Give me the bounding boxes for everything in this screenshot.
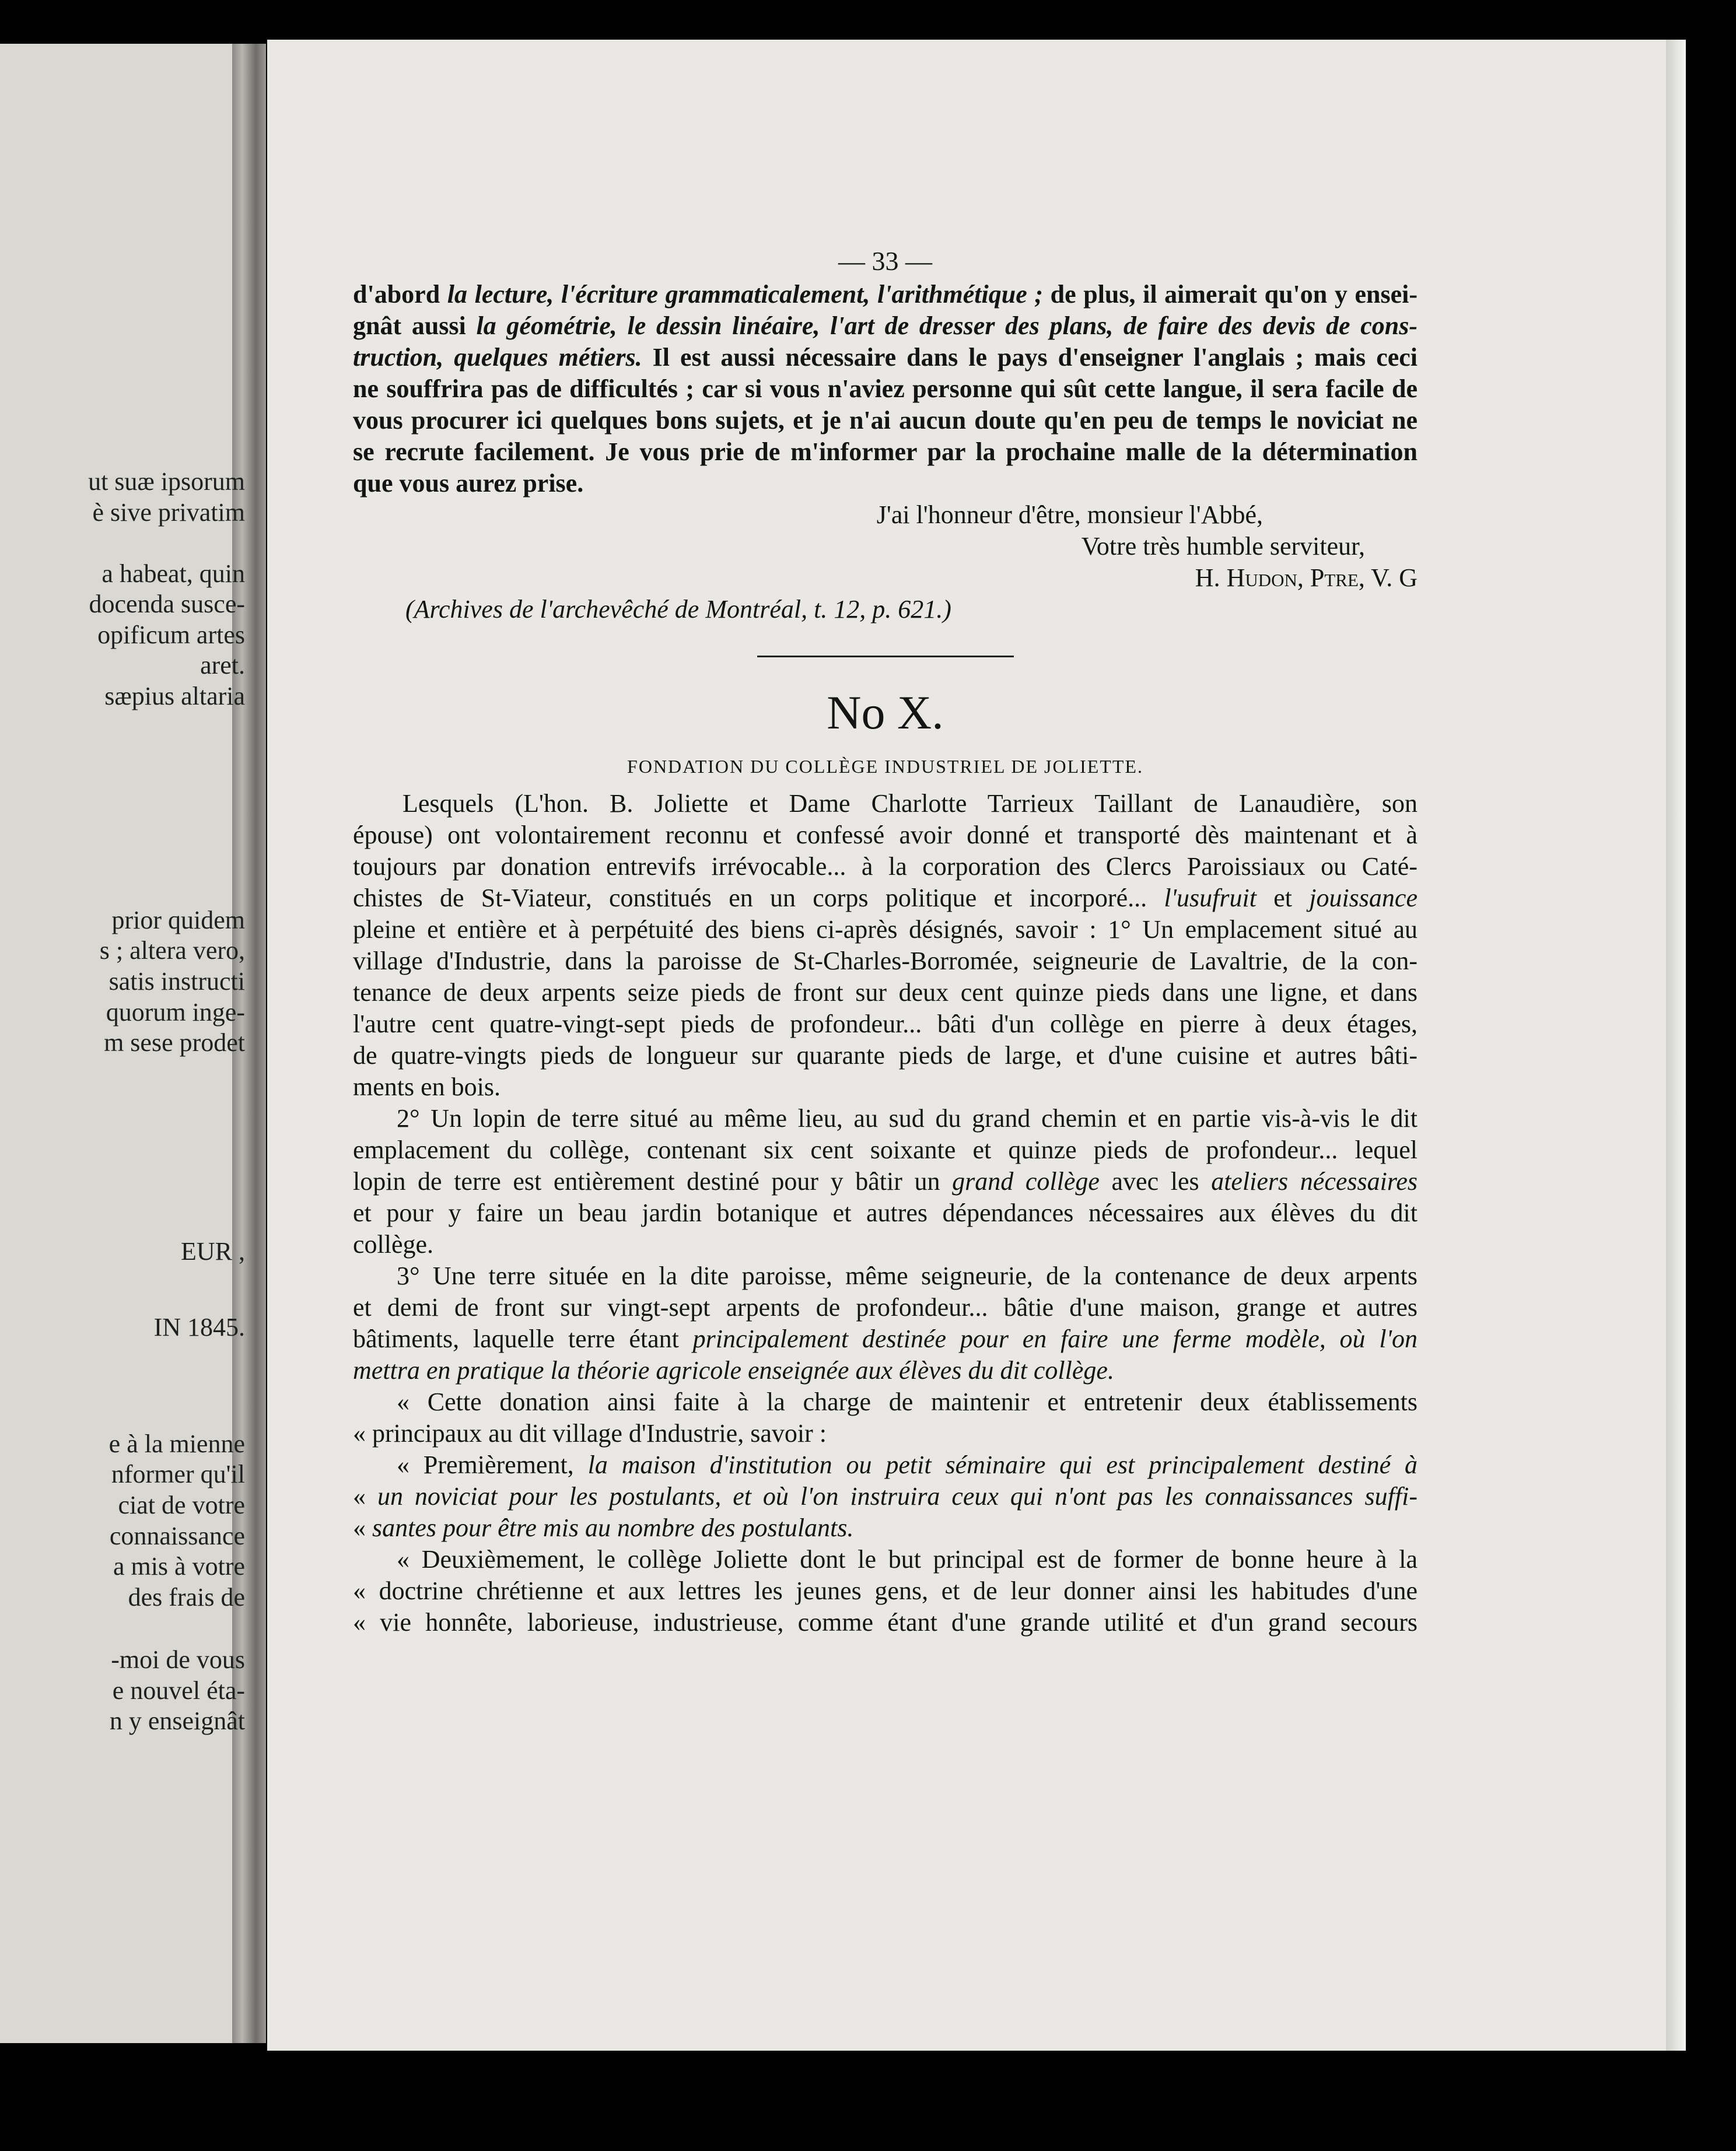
left-page-line: nformer qu'il (111, 1460, 245, 1488)
text-run: toujours par donation entrevifs irrévocable... à la corporation des Clercs Paroissiaux ou Caté- (353, 852, 1418, 881)
left-page-line: è sive privatim (92, 498, 245, 527)
left-page-line: EUR , (181, 1237, 245, 1266)
text-run: 2° Un lopin de terre situé au même lieu, au sud du grand chemin et en partie vis-à-vis le dit (397, 1104, 1418, 1133)
deed-line (353, 1418, 1418, 1449)
deed-line (353, 1166, 1418, 1197)
left-page-line: connaissance (109, 1522, 245, 1550)
left-page-line: opificum artes (97, 621, 245, 649)
text-run: ments en bois. (353, 1073, 501, 1101)
deed-line (353, 851, 1418, 882)
left-page-line: a habeat, quin (102, 559, 245, 588)
text-run: se recrute facilement. Je vous prie de m'informer par la prochaine malle de la détermination (353, 437, 1418, 466)
left-page-line: a mis à votre (113, 1552, 245, 1581)
deed-line (353, 1103, 1418, 1134)
italic-run: principalement destinée pour en faire une ferme modèle, où l'on (692, 1325, 1418, 1353)
deed-text (353, 788, 1418, 1638)
letter-line (353, 373, 1418, 405)
left-page-line: satis instructi (108, 967, 245, 996)
letter-line (353, 342, 1418, 373)
deed-line (353, 1229, 1418, 1260)
deed-line (353, 1481, 1418, 1512)
italic-run: la lecture, l'écriture grammaticalement, l'arithmétique ; (447, 280, 1043, 309)
text-run: Il est aussi nécessaire dans le pays d'enseigner l'anglais ; mais ceci (642, 343, 1418, 372)
text-run: « Premièrement, (397, 1451, 588, 1479)
left-page-line: ut suæ ipsorum (88, 467, 245, 496)
text-run: bâtiments, laquelle terre étant (353, 1325, 693, 1353)
italic-run: truction, quelques métiers. (353, 343, 642, 372)
italic-run: jouissance (1309, 884, 1418, 912)
text-run: que vous aurez prise. (353, 469, 584, 498)
deed-line (353, 1449, 1418, 1481)
text-run: de plus, il aimerait qu'on y ensei- (1043, 280, 1418, 309)
left-page-line: n y enseignât (109, 1707, 245, 1735)
archive-reference (353, 594, 1418, 625)
deed-line (353, 914, 1418, 945)
text-run: d'abord (353, 280, 447, 309)
text-run: ne souffrira pas de difficultés ; car si vous n'aviez personne qui sût cette langue, il sera facile de (353, 374, 1418, 403)
text-run: emplacement du collège, contenant six cent soixante et quinze pieds de profondeur... lequel (353, 1136, 1418, 1164)
deed-line (353, 882, 1418, 914)
italic-run: la maison d'institution ou petit séminaire qui est principalement destiné à (587, 1451, 1418, 1479)
section-heading: FONDATION DU COLLÈGE INDUSTRIEL DE JOLIETTE. (627, 756, 1143, 777)
text-run: 3° Une terre située en la dite paroisse, même seigneurie, de la contenance de deux arpents (397, 1262, 1418, 1290)
signature-text: H. Hudon, Ptre, V. G (1195, 563, 1418, 592)
text-run: tenance de deux arpents seize pieds de front sur deux cent quinze pieds dans une ligne, et dans (353, 978, 1418, 1007)
deed-line (353, 1134, 1418, 1166)
left-page-line: IN 1845. (153, 1313, 245, 1341)
deed-line (353, 788, 1418, 819)
text-run: et pour y faire un beau jardin botanique et autres dépendances nécessaires aux élèves du dit (353, 1199, 1418, 1227)
text-run: et demi de front sur vingt-sept arpents de profondeur... bâtie d'une maison, grange et autres (353, 1293, 1418, 1322)
text-run: collège. (353, 1230, 434, 1259)
italic-run: la géométrie, le dessin linéaire, l'art de dresser des plans, de faire des devis de cons- (476, 311, 1418, 340)
deed-line (353, 1575, 1418, 1607)
text-run: « (353, 1482, 377, 1511)
italic-run: grand collège (952, 1167, 1100, 1196)
text-run: « Deuxièmement, le collège Joliette dont le but principal est de former de bonne heure à la (397, 1545, 1418, 1574)
letter-line (353, 405, 1418, 436)
left-page-line: docenda susce- (89, 590, 245, 618)
text-run: vous procurer ici quelques bons sujets, et je n'ai aucun doute qu'en peu de temps le noviciat ne (353, 406, 1418, 435)
letter-line (353, 436, 1418, 468)
deed-line (353, 1544, 1418, 1575)
deed-line (353, 1008, 1418, 1040)
left-page-line: -moi de vous (111, 1645, 245, 1674)
text-run: lopin de terre est entièrement destiné pour y bâtir un (353, 1167, 953, 1196)
archive-reference-text: (Archives de l'archevêché de Montréal, t. 12, p. 621.) (405, 595, 951, 623)
deed-line (353, 1260, 1418, 1292)
deed-line (353, 977, 1418, 1008)
italic-run: l'usufruit (1164, 884, 1256, 912)
section-title: No X. (827, 686, 944, 739)
text-run: épouse) ont volontairement reconnu et confessé avoir donné et transporté dès maintenant et à (353, 821, 1418, 849)
page-number: — 33 — (838, 246, 932, 276)
left-page-line: des frais de (128, 1583, 245, 1612)
left-page-line: s ; altera vero, (99, 936, 245, 965)
italic-run: mettra en pratique la théorie agricole enseignée aux élèves du dit collège. (353, 1356, 1114, 1385)
deed-line (353, 1607, 1418, 1638)
text-run: « vie honnête, laborieuse, industrieuse, comme étant d'une grande utilité et d'un grand secours (353, 1608, 1418, 1637)
letter-line (353, 310, 1418, 342)
left-page-line: quorum inge- (106, 998, 245, 1027)
left-page-line: m sese prodet (104, 1028, 245, 1057)
deed-line (353, 945, 1418, 977)
left-page-line: e nouvel éta- (112, 1676, 245, 1705)
page-content (353, 244, 1418, 1638)
deed-line (353, 1323, 1418, 1355)
left-page-line: aret. (200, 651, 245, 679)
italic-run: un noviciat pour les postulants, et où l'on instruira ceux qui n'ont pas les connaissances suffi- (377, 1482, 1418, 1511)
signature (353, 562, 1418, 594)
text-run: « doctrine chrétienne et aux lettres les jeunes gens, et de leur donner ainsi les habitudes d'une (353, 1577, 1418, 1605)
italic-run: santes pour être mis au nombre des postulants. (372, 1514, 854, 1542)
text-run: et (1256, 884, 1310, 912)
deed-line (353, 1386, 1418, 1418)
letter-line (353, 279, 1418, 310)
text-run: « Cette donation ainsi faite à la charge de maintenir et entretenir deux établissements (397, 1388, 1418, 1416)
italic-run: ateliers nécessaires (1211, 1167, 1418, 1196)
letter-text (353, 279, 1418, 499)
left-page-line: sæpius altaria (104, 682, 245, 710)
letter-line (353, 468, 1418, 499)
text-run: gnât aussi (353, 311, 477, 340)
left-page-line: ciat de votre (118, 1491, 245, 1519)
servant-line: Votre très humble serviteur, (1081, 532, 1365, 560)
closing-line: J'ai l'honneur d'être, monsieur l'Abbé, (876, 500, 1263, 529)
text-run: Lesquels (L'hon. B. Joliette et Dame Charlotte Tarrieux Taillant de Lanaudière, son (402, 789, 1418, 818)
deed-line (353, 819, 1418, 851)
text-run: village d'Industrie, dans la paroisse de St-Charles-Borromée, seigneurie de Lavaltrie, de la con- (353, 947, 1418, 975)
deed-line (353, 1040, 1418, 1071)
page-edge (1666, 40, 1686, 2051)
text-run: chistes de St-Viateur, constitués en un corps politique et incorporé... (353, 884, 1164, 912)
left-page-line: prior quidem (111, 906, 245, 934)
deed-line (353, 1292, 1418, 1323)
text-run: l'autre cent quatre-vingt-sept pieds de profondeur... bâti d'un collège en pierre à deux étages, (353, 1010, 1418, 1038)
text-run: avec les (1099, 1167, 1212, 1196)
deed-line (353, 1197, 1418, 1229)
text-run: « principaux au dit village d'Industrie, savoir : (353, 1419, 827, 1448)
text-run: pleine et entière et à perpétuité des biens ci-après désignés, savoir : 1° Un emplacement situé au (353, 915, 1418, 944)
deed-line (353, 1071, 1418, 1103)
text-run: de quatre-vingts pieds de longueur sur quarante pieds de large, et d'une cuisine et autres bâti- (353, 1041, 1418, 1070)
left-page-line: e à la mienne (108, 1430, 245, 1458)
deed-line (353, 1512, 1418, 1544)
text-run: « (353, 1514, 372, 1542)
deed-line (353, 1355, 1418, 1386)
